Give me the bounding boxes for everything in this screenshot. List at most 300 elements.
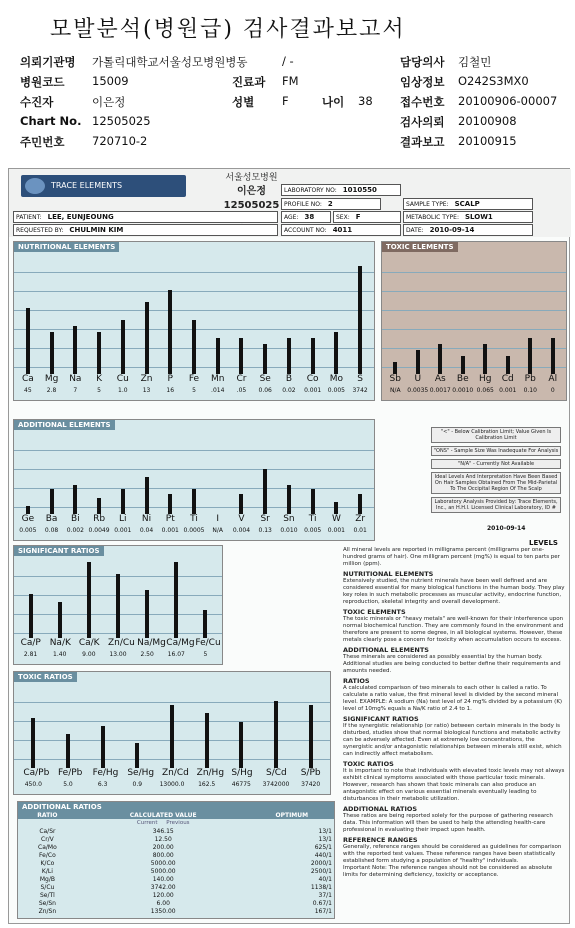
toxic-ratio-bar-4: [170, 705, 174, 768]
nutritional-bar-4: [121, 320, 125, 374]
additional-symbol-12: Ti: [308, 514, 317, 524]
note-heading-1: NUTRITIONAL ELEMENTS: [343, 570, 434, 578]
additional-bar-9: [239, 494, 243, 515]
nutritional-bar-9: [239, 338, 243, 374]
toxic-ratio-symbol-6: S/Hg: [231, 768, 253, 778]
toxic-ratio-value-3: 0.9: [132, 781, 143, 788]
ratio-value: 120.00: [152, 891, 174, 899]
ratio-row: [18, 899, 334, 907]
header-row-5: [20, 132, 565, 152]
ratio-value: 800.00: [152, 851, 174, 859]
toxic-bar-5: [506, 356, 510, 374]
additional-title: ADDITIONAL ELEMENTS: [14, 420, 115, 430]
significant-symbol-0: Ca/P: [20, 638, 41, 648]
toxic-ratio-value-7: 3742000: [262, 781, 290, 788]
toxic-symbol-6: Pb: [524, 374, 536, 384]
toxic-ratio-bar-5: [205, 713, 209, 768]
clinical-info-label: 임상정보: [400, 75, 445, 89]
nutritional-bar-0: [26, 308, 30, 374]
additional-bar-4: [121, 489, 125, 514]
significant-symbol-2: Ca/K: [78, 638, 100, 648]
ratio-optimum: 2000/1: [310, 859, 332, 867]
ratio-row: [18, 875, 334, 883]
significant-value-0: 2.81: [23, 651, 38, 658]
significant-values: [16, 651, 220, 662]
ratio-value: 346.15: [152, 827, 174, 835]
toxic-symbols: [384, 374, 564, 386]
metabolic-type-label: METABOLIC TYPE:: [406, 214, 459, 221]
date-label: DATE:: [406, 227, 424, 234]
significant-value-6: 5: [203, 651, 208, 658]
significant-symbol-1: Na/K: [49, 638, 71, 648]
additional-ratios-title: ADDITIONAL RATIOS: [18, 802, 334, 812]
toxic-ratio-symbol-4: Zn/Cd: [162, 768, 189, 778]
significant-bar-4: [145, 590, 149, 638]
nutritional-value-1: 2.8: [46, 387, 57, 394]
receipt-no-label: 접수번호: [400, 95, 445, 109]
toxic-value-6: 0.10: [523, 387, 537, 394]
toxic-value-1: 0.0035: [407, 387, 429, 394]
note-heading-4: RATIOS: [343, 677, 370, 685]
hospital-code-value: 15009: [92, 74, 129, 88]
significant-bar-5: [174, 562, 178, 638]
account-label: ACCOUNT NO:: [284, 227, 327, 234]
doctor-value: 김철민: [458, 55, 492, 69]
additional-symbol-13: W: [331, 514, 341, 524]
note-heading-5: SIGNIFICANT RATIOS: [343, 715, 419, 723]
nutritional-bar-3: [97, 332, 101, 374]
additional-value-2: 0.002: [66, 527, 84, 534]
additional-value-14: 0.01: [353, 527, 367, 534]
receipt-no-value: 20100906-00007: [458, 94, 558, 108]
nutritional-symbol-10: Se: [259, 374, 271, 384]
additional-value-3: 0.0049: [88, 527, 110, 534]
ratio-name: Se/Tl: [39, 891, 55, 899]
additional-bar-11: [287, 485, 291, 514]
ward-value: / -: [282, 54, 294, 68]
additional-symbol-9: V: [238, 514, 245, 524]
calculated-col-header: CALCULATED VALUE: [77, 812, 250, 819]
account-value: 4011: [332, 226, 353, 234]
toxic-ratio-symbol-8: S/Pb: [300, 768, 321, 778]
additional-value-10: 0.13: [258, 527, 272, 534]
note-heading-8: REFERENCE RANGES: [343, 836, 418, 844]
ratio-value: 3742.00: [150, 883, 176, 891]
toxic-bar-4: [483, 344, 487, 374]
nutritional-value-0: 45: [24, 387, 32, 394]
clinical-info-value: O242S3MX0: [458, 74, 529, 88]
additional-symbol-5: Ni: [141, 514, 152, 524]
page-title: 모발분석(병원급) 검사결과보고서: [50, 17, 406, 42]
ratio-table: [18, 812, 334, 915]
toxic-ratio-bar-1: [66, 734, 70, 768]
toxic-value-0: N/A: [389, 387, 401, 394]
nutritional-symbol-7: Fe: [188, 374, 200, 384]
chart-no-label: Chart No.: [20, 114, 82, 128]
toxic-symbol-0: Sb: [389, 374, 401, 384]
nutritional-bar-14: [358, 266, 362, 374]
profile-value: 2: [327, 200, 333, 208]
additional-bar-14: [358, 494, 362, 515]
nutritional-value-5: 13: [142, 387, 151, 394]
toxic-ratio-symbol-5: Zn/Hg: [196, 768, 225, 778]
additional-symbol-2: Bi: [70, 514, 80, 524]
ratio-name: Se/Sn: [38, 899, 56, 907]
ratio-value: 5000.00: [150, 859, 176, 867]
test-request-label: 검사의뢰: [400, 115, 445, 129]
toxic-value-4: 0.065: [476, 387, 494, 394]
additional-bar-1: [50, 489, 54, 514]
nutritional-value-3: 5: [97, 387, 101, 394]
age-field: [281, 211, 331, 223]
nutritional-title: NUTRITIONAL ELEMENTS: [14, 242, 119, 252]
patient-field-value: LEE, EUNJEOUNG: [47, 213, 114, 221]
stamp-line-1: 서울성모병원: [225, 173, 278, 183]
note-text-0: All mineral levels are reported in milligrams percent (milligrams per one-hundred grams of hair). One milligram percent (mg%) is equal to ten parts per million (ppm).: [343, 547, 560, 567]
chart-no-value: 12505025: [92, 114, 151, 128]
additional-symbol-6: Pt: [165, 514, 175, 524]
nutritional-value-2: 7: [73, 387, 78, 394]
ratio-name: S/Cu: [40, 883, 55, 891]
ratio-name: Zn/Sn: [38, 907, 57, 915]
ratio-name: Ca/Mo: [38, 843, 57, 851]
additional-bar-7: [192, 489, 196, 514]
metabolic-type-field: [403, 211, 533, 223]
toxic-symbol-5: Cd: [501, 374, 514, 384]
ratio-value: 200.00: [152, 843, 174, 851]
additional-symbol-4: Li: [119, 514, 127, 524]
toxic-ratio-value-5: 162.5: [198, 781, 216, 788]
nutritional-bar-12: [311, 338, 315, 374]
additional-symbol-0: Ge: [21, 514, 35, 524]
age-field-label: AGE:: [284, 214, 299, 221]
nutritional-symbols: [16, 374, 372, 386]
additional-value-5: 0.04: [139, 527, 154, 534]
toxic-bars: [384, 254, 564, 374]
lab-no-field: [281, 184, 401, 196]
header-row-3: [20, 92, 565, 112]
additional-value-7: 0.0005: [183, 527, 205, 534]
toxic-ratio-value-6: 46775: [231, 781, 251, 788]
toxic-ratio-values: [16, 781, 328, 792]
sex-value: F: [282, 94, 289, 108]
additional-symbol-7: Ti: [190, 514, 198, 524]
toxic-bar-0: [393, 362, 397, 374]
note-text-1: Extensively studied, the nutrient minerals have been well defined and are considered essential for many biological functions in the human body. They play key roles in such metabolic processes as muscular activity, endocrine function, reproduction, skeletal integrity and overall development.: [343, 578, 565, 605]
additional-value-6: 0.001: [161, 527, 179, 534]
additional-bar-13: [334, 502, 338, 514]
additional-symbol-10: Sr: [260, 514, 270, 524]
sample-type-field: [403, 198, 533, 210]
toxic-elements-panel: [381, 241, 567, 401]
toxic-ratio-symbol-3: Se/Hg: [127, 768, 155, 778]
ratio-optimum: 1138/1: [310, 883, 332, 891]
nutritional-bar-8: [216, 338, 220, 374]
hair-analysis-report: [8, 168, 570, 924]
account-field: [281, 224, 401, 236]
nutritional-bar-7: [192, 320, 196, 374]
toxic-ratios-panel: [13, 671, 331, 795]
requested-by-label: REQUESTED BY:: [16, 227, 64, 234]
previous-subheader: Previous: [166, 820, 190, 826]
patient-field-label: PATIENT:: [16, 214, 42, 221]
significant-symbols: [16, 638, 220, 650]
patient-label: 수진자: [20, 95, 54, 109]
toxic-ratio-value-1: 5.0: [63, 781, 73, 788]
additional-value-0: 0.005: [19, 527, 37, 534]
additional-symbol-1: Ba: [45, 514, 58, 524]
requested-by-field: [13, 224, 278, 236]
ratio-value: 1350.00: [150, 907, 176, 915]
additional-bar-6: [168, 494, 172, 515]
ratio-name: Mg/B: [39, 875, 55, 883]
additional-value-11: 0.010: [280, 527, 298, 534]
header-row-2: [20, 72, 565, 92]
ratio-optimum: 37/1: [318, 891, 332, 899]
toxic-ratio-bars: [16, 684, 328, 768]
toxic-value-7: 0: [550, 387, 555, 394]
significant-value-2: 9.00: [82, 651, 96, 658]
toxic-symbol-2: As: [434, 374, 446, 384]
nutritional-value-4: 1.0: [118, 387, 128, 394]
ratio-value: 6.00: [156, 899, 170, 907]
legend-lab-provider: Laboratory Analysis Provided by: Trace Elements, Inc., an H.H.I. Licensed Clinical Laboratory, ID #: [431, 497, 561, 513]
nutritional-symbol-3: K: [96, 374, 103, 384]
toxic-ratio-value-8: 37420: [301, 781, 321, 788]
report-date-2: 2010-09-14: [487, 525, 526, 532]
header-row-4: [20, 112, 565, 132]
date-value: 2010-09-14: [429, 226, 475, 234]
toxic-ratio-value-4: 13000.0: [159, 781, 185, 788]
nutritional-symbol-4: Cu: [116, 374, 129, 384]
age-field-value: 38: [304, 213, 315, 221]
profile-field: [281, 198, 381, 210]
nutritional-value-7: 5: [192, 387, 196, 394]
toxic-ratio-symbol-2: Fe/Hg: [92, 768, 119, 778]
significant-ratios-panel: [13, 545, 223, 665]
significant-symbol-6: Fe/Cu: [195, 638, 221, 648]
patient-value: 이은정: [92, 95, 126, 109]
significant-symbol-5: Ca/Mg: [166, 638, 195, 648]
ratio-col-header: RATIO: [18, 812, 77, 819]
sex-field-value: F: [355, 213, 361, 221]
significant-bar-6: [203, 610, 207, 638]
nutritional-value-11: 0.02: [282, 387, 296, 394]
test-request-value: 20100908: [458, 114, 517, 128]
report-notes: [343, 547, 565, 919]
additional-value-1: 0.08: [44, 527, 59, 534]
ratio-row: [18, 867, 334, 875]
significant-value-4: 2.50: [140, 651, 154, 658]
department-value: FM: [282, 74, 299, 88]
profile-label: PROFILE NO:: [284, 201, 322, 208]
nutritional-elements-panel: [13, 241, 375, 401]
additional-values: [16, 527, 372, 538]
additional-symbol-11: Sn: [283, 514, 295, 524]
metabolic-type-value: SLOW1: [464, 213, 493, 221]
additional-bar-12: [311, 489, 315, 514]
significant-symbol-3: Zn/Cu: [108, 638, 135, 648]
additional-bar-2: [73, 485, 77, 514]
toxic-value-2: 0.0017: [429, 387, 451, 394]
ratio-optimum: 0.67/1: [312, 899, 332, 907]
patient-field: [13, 211, 278, 223]
nutritional-value-13: 0.005: [327, 387, 345, 394]
additional-elements-panel: [13, 419, 375, 541]
ratio-optimum: 40/1: [318, 875, 332, 883]
sex-label: 성별: [232, 95, 255, 109]
nutritional-symbol-8: Mn: [210, 374, 225, 384]
significant-title: SIGNIFICANT RATIOS: [14, 546, 104, 556]
optimum-col-header: OPTIMUM: [250, 812, 334, 819]
toxic-ratio-bar-8: [309, 705, 313, 768]
toxic-bar-3: [461, 356, 465, 374]
report-header: [20, 52, 565, 152]
ratio-row: [18, 859, 334, 867]
note-heading-6: TOXIC RATIOS: [343, 760, 394, 768]
ratio-row: [18, 843, 334, 851]
sex-field-label: SEX:: [336, 214, 350, 221]
additional-bar-0: [26, 506, 30, 514]
date-field: [403, 224, 533, 236]
levels-label: LEVELS: [529, 539, 558, 547]
note-heading-3: ADDITIONAL ELEMENTS: [343, 646, 429, 654]
toxic-symbol-4: Hg: [479, 374, 492, 384]
resident-id-label: 주민번호: [20, 135, 65, 149]
nutritional-bar-11: [287, 338, 291, 374]
additional-bar-10: [263, 469, 267, 514]
nutritional-symbol-1: Mg: [44, 374, 59, 384]
ratio-value: 5000.00: [150, 867, 176, 875]
additional-bar-5: [145, 477, 149, 514]
toxic-ratio-bar-6: [239, 722, 243, 768]
toxic-ratio-symbol-1: Fe/Pb: [58, 768, 83, 778]
toxic-symbol-3: Be: [456, 374, 469, 384]
toxic-ratio-value-0: 450.0: [24, 781, 42, 788]
age-value: 38: [358, 94, 373, 108]
significant-symbol-4: Na/Mg: [137, 638, 166, 648]
nutritional-bar-2: [73, 326, 77, 374]
hospital-code-label: 병원코드: [20, 75, 65, 89]
toxic-ratio-symbol-7: S/Cd: [266, 768, 287, 778]
nutritional-value-6: 16: [166, 387, 175, 394]
nutritional-bar-5: [145, 302, 149, 374]
sample-type-label: SAMPLE TYPE:: [406, 201, 449, 208]
nutritional-bar-6: [168, 290, 172, 374]
ratio-optimum: 625/1: [314, 843, 332, 851]
toxic-bar-1: [416, 350, 420, 374]
legend-ideal-levels: Ideal Levels And Interpretation Have Been Based On Hair Samples Obtained From The Mid-Parietal To The Occipital Region Of The Scalp: [431, 472, 561, 494]
lab-no-value: 1010550: [342, 186, 377, 194]
toxic-bar-6: [528, 338, 532, 374]
toxic-value-5: 0.001: [499, 387, 517, 394]
age-label: 나이: [322, 95, 345, 109]
requested-by-value: CHULMIN KIM: [69, 226, 124, 234]
note-text-7: These ratios are being reported solely for the purpose of gathering research data. This information will then be used to help the attending health-care professional in evaluating their impact upon health.: [343, 813, 553, 833]
additional-bar-3: [97, 498, 101, 514]
result-report-label: 결과보고: [400, 135, 445, 149]
result-report-value: 20100915: [458, 134, 517, 148]
toxic-ratio-value-2: 6.3: [97, 781, 108, 788]
toxic-ratio-bar-3: [135, 743, 139, 768]
ratio-row: [18, 835, 334, 843]
additional-bars: [16, 432, 372, 514]
toxic-ratio-bar-0: [31, 718, 35, 768]
nutritional-symbol-13: Mo: [329, 374, 344, 384]
toxic-title: TOXIC ELEMENTS: [382, 242, 458, 252]
requesting-institution-label: 의뢰기관명: [20, 55, 76, 69]
toxic-ratio-symbol-0: Ca/Pb: [23, 768, 50, 778]
toxic-symbol-7: Al: [548, 374, 558, 384]
note-text-3: These minerals are considered as possibly essential by the human body. Additional studies are being conducted to better define their requirements and amounts needed.: [343, 654, 561, 674]
lab-logo: TRACE ELEMENTS: [21, 175, 186, 197]
significant-value-3: 13.00: [109, 651, 127, 658]
ratio-value: 140.00: [152, 875, 174, 883]
ratio-name: K/Co: [40, 859, 55, 867]
sample-type-value: SCALP: [454, 200, 480, 208]
nutritional-symbol-9: Cr: [236, 374, 247, 384]
nutritional-bar-13: [334, 332, 338, 374]
ratio-row: [18, 827, 334, 835]
nutritional-symbol-2: Na: [69, 374, 82, 384]
nutritional-value-14: 3742: [352, 387, 368, 394]
note-text-4: A calculated comparison of two minerals to each other is called a ratio. To calculate a ratio value, the first mineral level is divided by the second mineral level. EXAMPLE: A sodium (Na) test level of 24 mg% divided by a potassium (K) level of 10mg% equals a Na/K ratio of 2.4 to 1.: [343, 685, 563, 712]
note-text-2: The toxic minerals or "heavy metals" are well-known for their interference upon normal biochemical function. They are commonly found in the environment and therefore are present to some degree, in all biological systems. However, these metals clearly pose a concern for toxicity when accumulation occurs to excess.: [343, 616, 564, 643]
nutritional-symbol-0: Ca: [21, 374, 34, 384]
additional-value-12: 0.005: [304, 527, 322, 534]
toxic-ratio-bar-7: [274, 701, 278, 768]
header-row-1: [20, 52, 565, 72]
note-text-6: It is important to note that individuals with elevated toxic levels may not always exhibit clinical symptoms associated with those particular toxic minerals. However, research has shown that toxic minerals can also produce an antagonistic effect on various essential minerals eventually leading to disturbances in their metabolic utilization.: [343, 768, 565, 802]
additional-value-8: N/A: [212, 527, 224, 534]
ratio-row: [18, 851, 334, 859]
nutritional-value-10: 0.06: [258, 387, 272, 394]
nutritional-values: [16, 387, 372, 398]
legend-below-limit: "<" - Below Calibration Limit; Value Given Is Calibration Limit: [431, 427, 561, 443]
toxic-ratio-symbols: [16, 768, 328, 780]
nutritional-symbol-5: Zn: [140, 374, 153, 384]
nutritional-bar-10: [263, 344, 267, 374]
note-text-9: Important Note: The reference ranges should not be considered as absolute limits for determining deficiency, toxicity or acceptance.: [343, 865, 553, 878]
nutritional-bars: [16, 254, 372, 374]
ratio-name: Fe/Co: [39, 851, 56, 859]
stamp-line-2: 이은정 12505025: [223, 186, 280, 211]
additional-ratios-table: [17, 801, 335, 919]
nutritional-symbol-14: S: [357, 374, 363, 384]
additional-symbol-8: I: [216, 514, 220, 524]
significant-bar-1: [58, 602, 62, 638]
additional-symbols: [16, 514, 372, 526]
ratio-name: Cr/V: [41, 835, 54, 843]
toxic-ratios-title: TOXIC RATIOS: [14, 672, 77, 682]
additional-value-9: 0.004: [232, 527, 251, 534]
current-subheader: Current: [136, 820, 158, 826]
nutritional-value-9: .05: [236, 387, 247, 394]
significant-bar-2: [87, 562, 91, 638]
legend-ons: "ONS" - Sample Size Was Inadequate For Analysis: [431, 446, 561, 456]
toxic-values: [384, 387, 564, 398]
ratio-value: 12.50: [154, 835, 172, 843]
additional-symbol-3: Rb: [93, 514, 106, 524]
toxic-ratio-bar-2: [101, 726, 105, 768]
report-sheet-header: [9, 169, 571, 237]
ratio-row: [18, 883, 334, 891]
ratio-optimum: 167/1: [314, 907, 332, 915]
toxic-bar-7: [551, 338, 555, 374]
note-text-5: If the synergistic relationship (or ratio) between certain minerals in the body is disturbed, studies show that normal biological functions and metabolic activity can be adversely affected. Even at extremely low concentrations, the synergistic and/or antagonistic relationships between minerals still exist, which can indirectly affect metabolism.: [343, 723, 562, 757]
ratio-optimum: 13/1: [318, 835, 332, 843]
significant-bar-3: [116, 574, 120, 638]
